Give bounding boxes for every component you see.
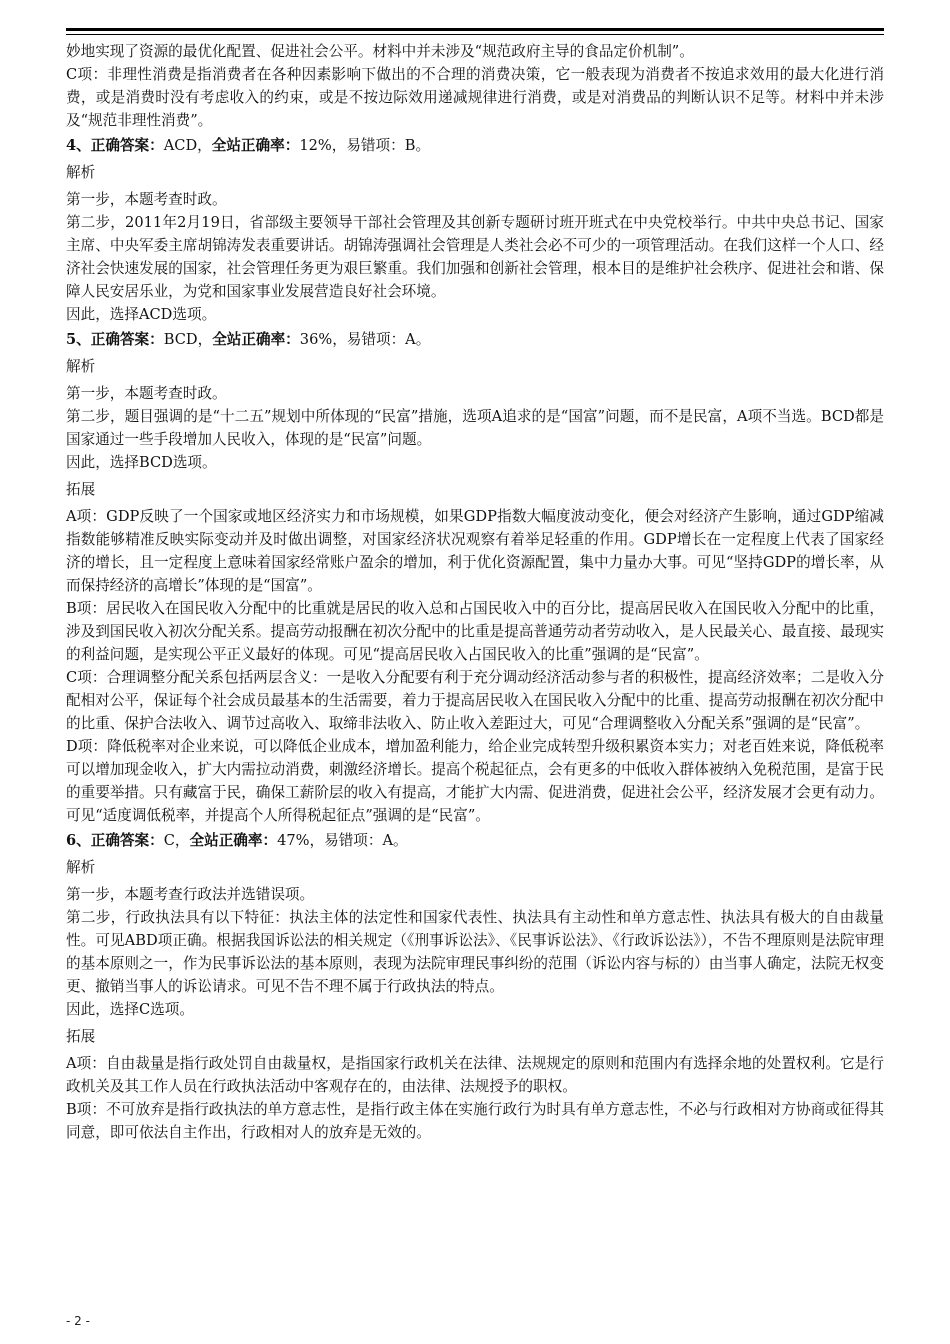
q4-conclusion: 因此，选择ACD选项。 [66, 306, 217, 323]
intro-option-c: C项：非理性消费是指消费者在各种因素影响下做出的不合理的消费决策，它一般表现为消费者不按追求效用的最大化进行消费，或是消费时没有考虑收入的约束，或是不按边际效用递减规律进行消费，或是对消费品的判断认识不足等。材料中并未涉及“规范非理性消费”。 [66, 66, 884, 129]
q5-extension-label: 拓展 [66, 481, 96, 498]
q4-step-2: 第二步，2011年2月19日，省部级主要领导干部社会管理及其创新专题研讨班开班式在中央党校举行。中共中央总书记、国家主席、中央军委主席胡锦涛发表重要讲话。胡锦涛强调社会管理是人类社会必不可少的一项管理活动。在我们这样一个人口、经济社会快速发展的国家，社会管理任务更为艰巨繁重。我们加强和创新社会管理，根本目的是维护社会秩序、促进社会和谐、保障人民安居乐业，为党和国家事业发展营造良好社会环境。 [66, 214, 884, 300]
q6-number: 6、 [66, 832, 91, 849]
q5-ext-option-d: D项：降低税率对企业来说，可以降低企业成本，增加盈利能力，给企业完成转型升级积累资本实力；对老百姓来说，降低税率可以增加现金收入，扩大内需拉动消费，刺激经济增长。提高个税起征点，会有更多的中低收入群体被纳入免税范围，是富于民的重要举措。只有藏富于民，确保工薪阶层的收入有提高，才能扩大内需、促进消费，促进社会公平，经济发展才会更有动力。可见“适度调低税率，并提高个人所得税起征点”强调的是“民富”。 [66, 738, 884, 824]
document-body [66, 40, 884, 1144]
q6-rate: 47%，易错项：A。 [277, 832, 408, 849]
q6-conclusion: 因此，选择C选项。 [66, 1001, 194, 1018]
q5-ext-option-b: B项：居民收入在国民收入分配中的比重就是居民的收入总和占国民收入中的百分比，提高居民收入在国民收入分配中的比重，涉及到国民收入初次分配关系。提高劳动报酬在初次分配中的比重是提高普通劳动者劳动收入，是人民最关心、最直接、最现实的利益问题，是实现公平正义最好的体现。可见“提高居民收入占国民收入的比重”强调的是“民富”。 [66, 600, 884, 663]
q5-analysis-label: 解析 [66, 358, 96, 375]
q4-rate-label: 全站正确率： [211, 137, 300, 154]
q5-step-1: 第一步，本题考查时政。 [66, 385, 227, 402]
q5-answer: BCD， [163, 331, 213, 348]
header-rule-thin [66, 34, 884, 35]
q5-ext-option-c: C项：合理调整分配关系包括两层含义：一是收入分配要有利于充分调动经济活动参与者的积极性，提高经济效率；二是收入分配相对公平，保证每个社会成员最基本的生活需要，着力于提高居民收入在国民收入分配中的比重、提高劳动报酬在初次分配中的比重、保护合法收入、调节过高收入、取缔非法收入、防止收入差距过大，可见“合理调整收入分配关系”强调的是“民富”。 [66, 669, 884, 732]
q6-rate-label: 全站正确率： [189, 832, 278, 849]
intro-line: 妙地实现了资源的最优化配置、促进社会公平。材料中并未涉及“规范政府主导的食品定价机制”。 [66, 43, 694, 60]
q4-rate: 12%，易错项：B。 [299, 137, 431, 154]
page-number: - 2 - [66, 1314, 90, 1328]
q5-ext-option-a: A项：GDP反映了一个国家或地区经济实力和市场规模，如果GDP指数大幅度波动变化，便会对经济产生影响，通过GDP缩减指数能够精准反映实际变动并及时做出调整，对国家经济状况观察有着举足轻重的作用。GDP增长在一定程度上代表了国家经济的增长，且一定程度上意味着国家经常账户盈余的增加，利于优化资源配置，集中力量办大事。可见“坚持GDP的增长率，从而保持经济的高增长”体现的是“国富”。 [66, 508, 884, 594]
q5-answer-label: 正确答案： [90, 331, 164, 348]
q4-answer-label: 正确答案： [90, 137, 164, 154]
q6-ext-option-b: B项：不可放弃是指行政执法的单方意志性，是指行政主体在实施行政行为时具有单方意志性，不必与行政相对方协商或征得其同意，即可依法自主作出，行政相对人的放弃是无效的。 [66, 1101, 884, 1141]
q5-step-2: 第二步，题目强调的是“十二五”规划中所体现的“民富”措施，选项A追求的是“国富”问题，而不是民富，A项不当选。BCD都是国家通过一些手段增加人民收入，体现的是“民富”问题。 [66, 408, 884, 448]
q4-number: 4、 [66, 137, 91, 154]
q6-analysis-label: 解析 [66, 859, 96, 876]
q6-answer: C， [163, 832, 190, 849]
q6-extension-label: 拓展 [66, 1028, 96, 1045]
q6-answer-line [66, 829, 884, 852]
q5-answer-line [66, 328, 884, 351]
q4-answer-line [66, 134, 884, 157]
q6-step-2: 第二步，行政执法具有以下特征：执法主体的法定性和国家代表性、执法具有主动性和单方意志性、执法具有极大的自由裁量性。可见ABD项正确。根据我国诉讼法的相关规定（《刑事诉讼法》、《民事诉讼法》、《行政诉讼法》），不告不理原则是法院审理的基本原则之一，作为民事诉讼法的基本原则，表现为法院审理民事纠纷的范围（诉讼内容与标的）由当事人确定，法院无权变更、撤销当事人的诉讼请求。可见不告不理不属于行政执法的特点。 [66, 909, 884, 995]
header-rule-thick [66, 28, 884, 31]
q5-rate: 36%，易错项：A。 [299, 331, 431, 348]
q4-answer: ACD， [163, 137, 212, 154]
q4-step-1: 第一步，本题考查时政。 [66, 191, 227, 208]
q6-answer-label: 正确答案： [90, 832, 164, 849]
q6-ext-option-a: A项：自由裁量是指行政处罚自由裁量权，是指国家行政机关在法律、法规规定的原则和范围内有选择余地的处置权利。它是行政机关及其工作人员在行政执法活动中客观存在的，由法律、法规授予的职权。 [66, 1055, 884, 1095]
q5-rate-label: 全站正确率： [212, 331, 300, 348]
q4-analysis-label: 解析 [66, 164, 96, 181]
q5-conclusion: 因此，选择BCD选项。 [66, 454, 217, 471]
q6-step-1: 第一步，本题考查行政法并选错误项。 [66, 886, 315, 903]
q5-number: 5、 [66, 331, 91, 348]
